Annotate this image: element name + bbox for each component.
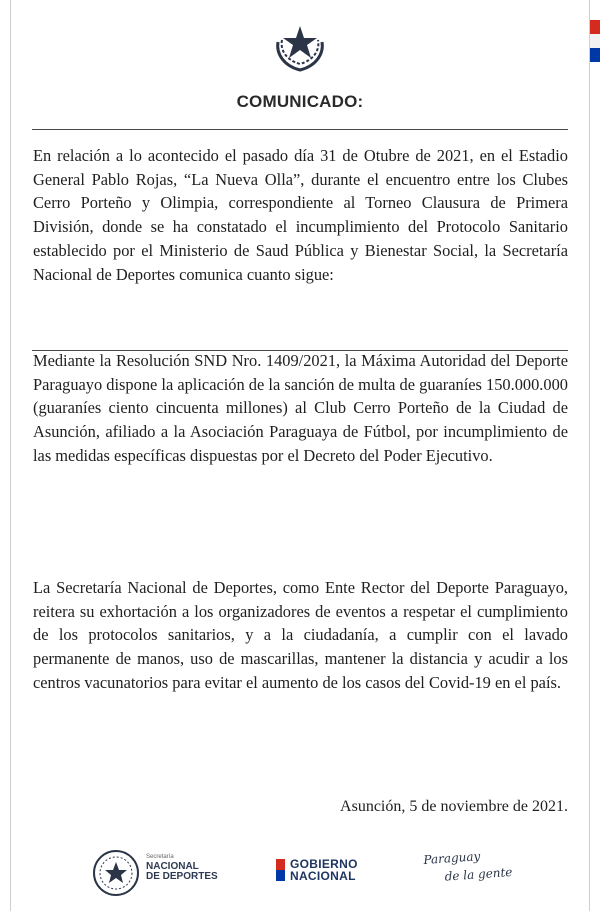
exhortation-paragraph: La Secretaría Nacional de Deportes, como Ente Rector del Deporte Paraguayo, reitera su exhortación a los organizadores de eventos a respetar el cumplimiento de los protocolos sanitarios, y a la ciudadanía, a cumplir con el lavado permanente de manos, uso de mascarillas, mantener la distancia y acudir a los centros vacunatorios para evitar el aumento de los casos del Covid-19 en el país. [33, 578, 568, 692]
footer-logos [0, 843, 600, 899]
snd-small-label: Secretaría [146, 854, 174, 860]
snd-line-1: NACIONAL [146, 861, 199, 872]
snd-logo-text [146, 852, 218, 882]
document-title: COMUNICADO: [236, 92, 364, 111]
snd-line-2: DE DEPORTES [146, 871, 218, 882]
national-seal-icon [266, 18, 334, 76]
gobierno-line-2: NACIONAL [290, 869, 356, 883]
gobierno-flag-icon [276, 859, 285, 881]
gobierno-line-1: GOBIERNO [290, 857, 358, 871]
paraguay-de-la-gente-logo [423, 845, 513, 887]
place-date: Asunción, 5 de noviembre de 2021. [340, 798, 568, 815]
flag-strip-icon [590, 20, 600, 62]
script-line-1: Paraguay [422, 849, 481, 868]
gobierno-text [290, 858, 358, 882]
resolution-paragraph: Mediante la Resolución SND Nro. 1409/2021, la Máxima Autoridad del Deporte Paraguayo dispone la aplicación de la sanción de multa de guaraníes 150.000.000 (guaraníes ciento cincuenta millones) al Club Cerro Porteño de la Ciudad de Asunción, afiliado a la Asociación Paraguaya de Fútbol, por incumplimiento de las medidas específicas dispuestas por el Decreto del Poder Ejecutivo. [33, 351, 568, 465]
snd-seal-icon [92, 849, 140, 897]
script-line-2: de la gente [444, 864, 513, 884]
intro-paragraph: En relación a lo acontecido el pasado día 31 de Otubre de 2021, en el Estadio General Pablo Rojas, “La Nueva Olla”, durante el encuentro entre los Clubes Cerro Porteño y Olimpia, correspondiente al Torneo Clausura de Primera División, donde se ha constatado el incumplimiento del Protocolo Sanitario establecido por el Ministerio de Saud Pública y Bienestar Social, la Secretaría Nacional de Deportes comunica cuanto sigue: [33, 146, 568, 284]
